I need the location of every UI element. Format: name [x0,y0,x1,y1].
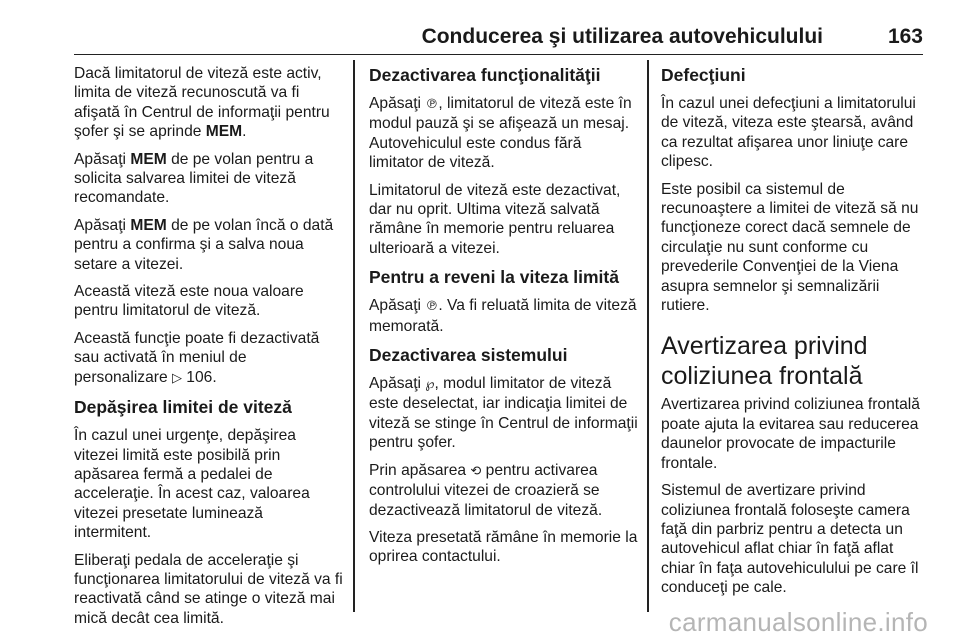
paragraph: Avertizarea privind coliziunea frontală poate ajuta la evitarea sau reducerea daunelor provocate de impacturile frontale. [661,396,920,472]
page-number: 163 [887,25,923,48]
paragraph: Este posibil ca sistemul de recunoaştere a limitei de viteză să nu funcţioneze corect dacă semnele de circulaţie nu sunt conforme cu prevederile Convenţiei de la Viena asupra semnelor şi semnalizării rutiere. [661,180,919,315]
column-left [74,64,344,636]
chapter-title: Conducerea şi utilizarea autovehiculului [421,25,823,48]
paragraph: Limitatorul de viteză este dezactivat, dar nu oprit. Ultima viteză salvată rămâne în memorie pentru reluarea ulterioară a vitezei. [369,181,621,257]
paragraph: Apăsaţi MEM de pe volan pentru a solicita salvarea limitei de viteză recomandate. [74,150,314,207]
paragraph: În cazul unei defecţiuni a limitatorului de viteză, viteza este ştearsă, având ca rezultat afişarea unor liniuţe care clipesc. [661,95,916,171]
page-header [74,22,923,55]
paragraph: În cazul unei urgenţe, depăşirea vitezei limită este posibilă prin apăsarea fermă a pedalei de acceleraţie. În acest caz, valoarea vitezei presetate luminează intermitent. [74,427,310,542]
cruise-control-icon: ⟲ [470,463,482,479]
section-heading: Depăşirea limitei de viteză [74,397,292,418]
section-heading: Dezactivarea sistemului [369,345,568,366]
paragraph: Prin apăsarea ⟲ pentru activarea controlului vitezei de croazieră se dezactivează limitatorul de viteză. [369,461,603,519]
speed-limiter-icon: ℗ [425,299,439,315]
watermark: carmanualsonline.info [668,607,928,637]
paragraph: Această funcţie poate fi dezactivată sau activată în meniul de personalizare ▷ 106. [74,329,320,386]
speed-limiter-icon: ℗ [425,97,439,112]
paragraph: Eliberaţi pedala de acceleraţie şi funcţionarea limitatorului de viteză va fi reactivată când se atinge o viteză mai mică decât cea limită. [74,551,343,627]
paragraph: Apăsaţi ℘, modul limitator de viteză este deselectat, iar indicaţia limitei de viteză se stinge în Centrul de informaţii pentru şofer. [369,375,638,452]
mem-indicator: MEM [205,123,243,141]
paragraph: Dacă limitatorul de viteză este activ, limita de viteză recunoscută va fi afişată în Centrul de informaţii pentru şofer şi se aprinde MEM. [74,65,330,141]
chapter-heading: Avertizarea privind coliziunea frontală [661,332,868,391]
mem-button-label: MEM [130,150,167,168]
column-divider [353,60,355,612]
reference-arrow-icon: ▷ [171,370,182,386]
section-heading: Defecţiuni [661,65,746,85]
paragraph: Apăsaţi MEM de pe volan încă o dată pentru a confirma şi a salva noua setare a vitezei. [74,216,334,273]
paragraph: Sistemul de avertizare privind coliziunea frontală foloseşte camera faţă din parbriz pentru a detecta un autovehicul aflat chiar în faţă aflat chiar în faţa autovehiculului pe care îl conduceţi pe cale. [661,482,919,597]
paragraph: Apăsaţi ℗. Va fi reluată limita de viteză memorată. [369,297,637,335]
column-divider [647,60,649,612]
paragraph: Apăsaţi ℗, limitatorul de viteză este în modul pauză şi se afişează un mesaj. Autovehiculul este condus fără limitator de viteză. [369,95,632,172]
section-heading: Pentru a reveni la viteza limită [369,267,619,288]
column-right [661,64,931,606]
paragraph: Această viteză este noua valoare pentru limitatorul de viteză. [74,283,304,320]
mem-button-label: MEM [130,216,167,234]
section-heading: Dezactivarea funcţionalităţii [369,65,601,85]
paragraph: Viteza presetată rămâne în memorie la oprirea contactului. [369,528,638,566]
speed-limiter-off-icon: ℘ [425,377,435,393]
column-middle [369,64,639,575]
page-reference-link[interactable]: 106. [186,368,217,386]
